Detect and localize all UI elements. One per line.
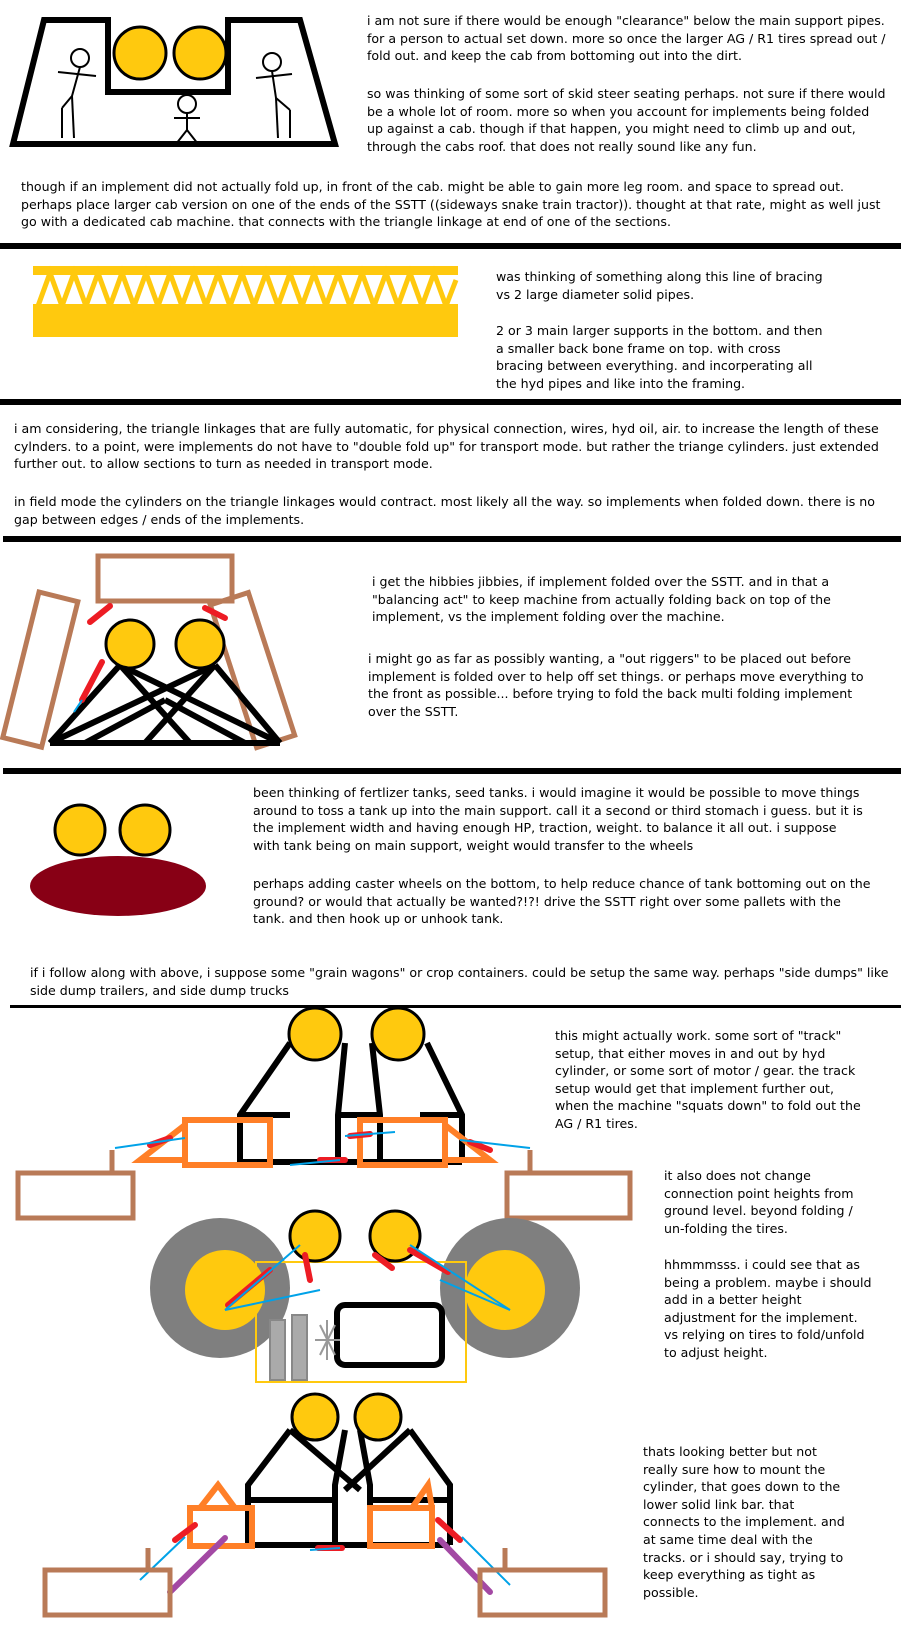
main-pipe-left xyxy=(114,27,166,79)
caster xyxy=(270,1320,285,1380)
main-pipe-right xyxy=(372,1008,424,1060)
cab-intro-paragraph-2: so was thinking of some sort of skid steer seating perhaps. not sure if there would be a whole lot of room. more so when you account for implements being folded up against a cab. though if that happen, you might need to climb up and out, through the cabs roof. that does not really sound like any fun. xyxy=(367,86,886,154)
frame xyxy=(248,1430,450,1545)
tank-sketch xyxy=(30,805,206,916)
cylinders xyxy=(150,1134,490,1160)
section-divider xyxy=(0,399,901,405)
track-setup-text: this might actually work. some sort of "track" setup, that either moves in and out by hyd cylinder, or some sort of motor / gear. the track setup would get that implement further out, when the machine "squats down" to fold out the AG / R1 tires. xyxy=(555,1028,861,1131)
main-pipe-left xyxy=(289,1008,341,1060)
frame xyxy=(240,1043,462,1162)
final-text: thats looking better but not really sure how to mount the cylinder, that goes down to the lower solid link bar. that connects to the implement. and at same time deal with the tracks. or i should say, trying to keep everything as tight as possible. xyxy=(643,1444,845,1600)
triangle-linkage-paragraph-1: i am considering, the triangle linkages that are fully automatic, for physical connection, wires, hyd oil, air. to increase the length of these cylnders. to a point, were implements do not have to "double fold up" for transport mode. but rather the triange cylinders. just extended further out. to allow sections to turn as needed in transport mode. xyxy=(14,421,879,472)
cab-followup-text: though if an implement did not actually fold up, in front of the cab. might be able to gain more leg room. and space to spread out. perhaps place larger cab version on one of the ends of the SSTT ((sideways snake train tractor)). thought at that rate, might as well just go with a dedicated cab machine. that connects with the triangle linkage at end of one of the sections. xyxy=(21,179,881,230)
implement-top xyxy=(98,556,232,601)
tanks-paragraph-2: perhaps adding caster wheels on the bottom, to help reduce chance of tank bottoming out on the ground? or would that actually be wanted?!?! drive the SSTT right over some pallets with the tank. and then hook up or unhook tank. xyxy=(253,876,871,927)
triangle-linkage-paragraph-2: in field mode the cylinders on the triangle linkages would contract. most likely all the way. so implements when folded down. there is no gap between edges / ends of the implements. xyxy=(14,494,875,527)
hub-right xyxy=(465,1250,545,1330)
tracks xyxy=(140,1120,490,1165)
bracing-paragraph-2: 2 or 3 main larger supports in the bottom. and then a smaller back bone frame on top. with cross bracing between everything. and incorperating all the hyd pipes and like into the framing. xyxy=(496,323,823,391)
main-pipe-right xyxy=(176,620,224,668)
main-pipe-left xyxy=(106,620,154,668)
hub-left xyxy=(185,1250,265,1330)
frame-cross-bracing xyxy=(50,665,280,743)
implements xyxy=(45,1548,605,1615)
height-paragraph-2: hhmmmsss. i could see that as being a problem. maybe i should add in a better height adjustment for the implement. vs relying on tires to fold/unfold to adjust height. xyxy=(664,1257,872,1360)
truss-web xyxy=(38,273,456,306)
track-diagram-1 xyxy=(18,1008,630,1218)
main-pipe-left xyxy=(55,805,105,855)
section-divider xyxy=(0,243,901,249)
tank xyxy=(30,856,206,916)
tire-diagram xyxy=(150,1211,580,1382)
cab-sketch xyxy=(13,20,335,144)
container xyxy=(337,1305,442,1365)
folding-sketch xyxy=(3,556,295,748)
track-diagram-2 xyxy=(45,1394,605,1615)
grain-wagons-text: if i follow along with above, i suppose some "grain wagons" or crop containers. could be setup the same way. perhaps "side dumps" like side dump trailers, and side dump trucks xyxy=(30,965,889,998)
stick-figure-right xyxy=(256,53,292,138)
folding-paragraph-1: i get the hibbies jibbies, if implement folded over the SSTT. and in that a "balancing act" to keep machine from actually folding back on top of the implement, vs the implement folding over the machine. xyxy=(372,574,831,625)
main-pipe-right xyxy=(174,27,226,79)
section-divider xyxy=(3,536,901,542)
tanks-paragraph-1: been thinking of fertlizer tanks, seed tanks. i would imagine it would be possible to move things around to toss a tank up into the main support. call it a second or third stomach i guess. but it is the implement width and having enough HP, traction, weight. to balance it all out. i suppose with tank being on main support, weight would transfer to the wheels xyxy=(253,785,863,853)
stick-figure-center xyxy=(174,95,200,144)
caster xyxy=(292,1315,307,1380)
truss-bottom-chord xyxy=(33,304,458,337)
section-divider xyxy=(3,768,901,774)
truss-bracing-sketch xyxy=(33,266,458,337)
bracing-paragraph-1: was thinking of something along this line of bracing vs 2 large diameter solid pipes. xyxy=(496,269,823,302)
main-pipe-left xyxy=(290,1211,340,1261)
section-divider xyxy=(10,1005,901,1008)
main-pipe-left xyxy=(292,1394,338,1440)
folding-paragraph-2: i might go as far as possibly wanting, a "out riggers" to be placed out before implement is folded over to help off set things. or perhaps move everything to the front as possible... before trying to fold the back multi folding implement over the SSTT. xyxy=(368,651,864,719)
cab-intro-paragraph-1: i am not sure if there would be enough "clearance" below the main support pipes. for a person to actual set down. more so once the larger AG / R1 tires spread out / fold out. and keep the cab from bottoming out into the dirt. xyxy=(367,13,886,64)
height-paragraph-1: it also does not change connection point heights from ground level. beyond folding / un-folding the tires. xyxy=(664,1168,854,1236)
main-pipe-right xyxy=(120,805,170,855)
stick-figure-left xyxy=(58,49,96,138)
main-pipe-right xyxy=(355,1394,401,1440)
